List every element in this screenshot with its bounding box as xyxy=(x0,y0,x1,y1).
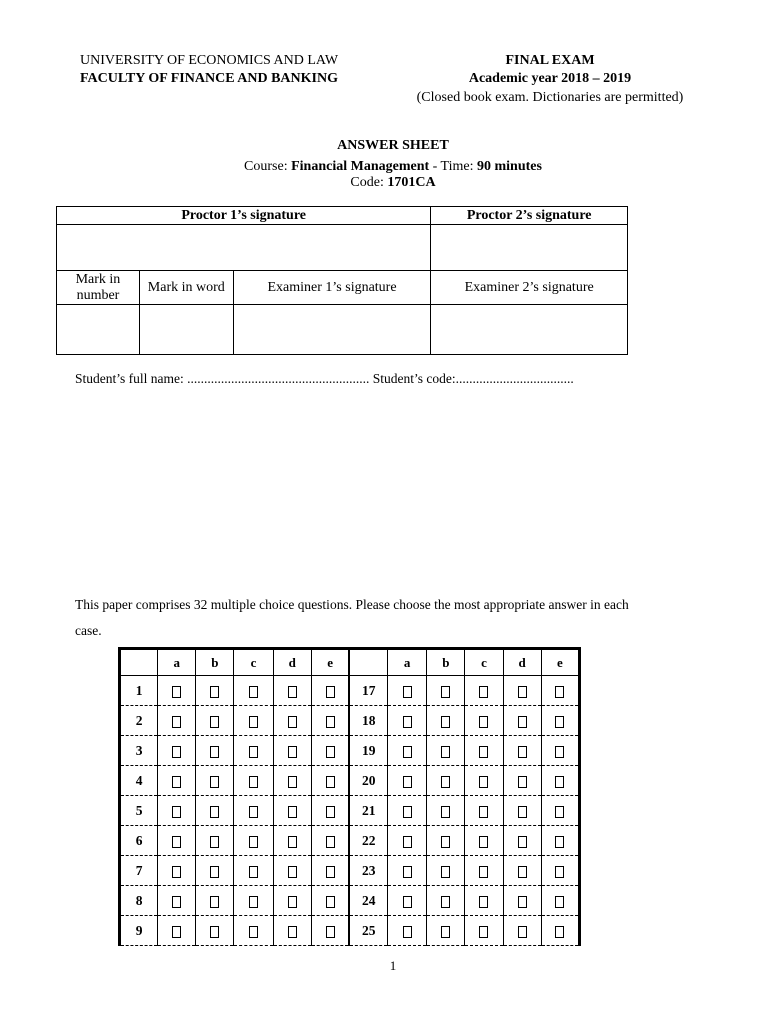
answer-cell[interactable] xyxy=(541,796,579,826)
question-number: 6 xyxy=(120,826,158,856)
answer-checkbox-icon[interactable] xyxy=(555,896,564,908)
answer-checkbox-icon[interactable] xyxy=(172,926,181,938)
answer-checkbox-icon[interactable] xyxy=(172,896,181,908)
answer-cell[interactable] xyxy=(311,796,349,826)
grid-row xyxy=(120,706,580,736)
code-label: Code: xyxy=(350,175,388,190)
answer-checkbox-icon[interactable] xyxy=(288,776,297,788)
answer-cell[interactable] xyxy=(196,736,234,766)
answer-checkbox-icon[interactable] xyxy=(210,806,219,818)
question-number: 24 xyxy=(349,886,387,916)
question-number: 1 xyxy=(120,676,158,706)
answer-checkbox-icon[interactable] xyxy=(326,896,335,908)
answer-cell[interactable] xyxy=(196,856,234,886)
answer-checkbox-icon[interactable] xyxy=(326,716,335,728)
answer-checkbox-icon[interactable] xyxy=(441,806,450,818)
academic-year: Academic year 2018 – 2019 xyxy=(468,71,632,86)
answer-checkbox-icon[interactable] xyxy=(403,866,412,878)
grid-row xyxy=(120,856,580,886)
answer-checkbox-icon[interactable] xyxy=(479,776,488,788)
answer-cell[interactable] xyxy=(465,796,503,826)
grid-row xyxy=(120,826,580,856)
answer-cell[interactable] xyxy=(503,886,541,916)
question-number: 2 xyxy=(120,706,158,736)
answer-cell[interactable] xyxy=(427,856,465,886)
answer-checkbox-icon[interactable] xyxy=(441,776,450,788)
answer-checkbox-icon[interactable] xyxy=(441,836,450,848)
answer-cell[interactable] xyxy=(465,706,503,736)
course-name: Financial Management xyxy=(291,159,430,174)
code-line xyxy=(0,174,768,192)
answer-cell[interactable] xyxy=(388,826,427,856)
answer-cell[interactable] xyxy=(311,886,349,916)
answer-checkbox-icon[interactable] xyxy=(518,776,527,788)
mark-number-box[interactable] xyxy=(57,305,140,355)
answer-checkbox-icon[interactable] xyxy=(555,806,564,818)
grid-header-option: d xyxy=(273,649,311,676)
answer-cell[interactable] xyxy=(196,766,234,796)
answer-cell[interactable] xyxy=(427,796,465,826)
answer-cell[interactable] xyxy=(196,916,234,946)
answer-checkbox-icon[interactable] xyxy=(326,746,335,758)
question-number: 18 xyxy=(349,706,387,736)
proctor1-signature-box[interactable] xyxy=(57,225,431,271)
time-separator: - Time: xyxy=(429,159,477,174)
answer-checkbox-icon[interactable] xyxy=(403,806,412,818)
grid-row xyxy=(120,916,580,946)
question-number: 17 xyxy=(349,676,387,706)
proctor2-signature-box[interactable] xyxy=(431,225,628,271)
answer-cell[interactable] xyxy=(541,886,579,916)
examiner1-signature-label: Examiner 1’s signature xyxy=(233,271,431,305)
answer-cell[interactable] xyxy=(541,736,579,766)
answer-cell[interactable] xyxy=(196,676,234,706)
question-number: 25 xyxy=(349,916,387,946)
answer-cell[interactable] xyxy=(273,826,311,856)
question-number: 22 xyxy=(349,826,387,856)
answer-cell[interactable] xyxy=(311,916,349,946)
answer-checkbox-icon[interactable] xyxy=(210,686,219,698)
time-value: 90 minutes xyxy=(477,159,542,174)
answer-cell[interactable] xyxy=(427,916,465,946)
answer-cell[interactable] xyxy=(541,766,579,796)
answer-checkbox-icon[interactable] xyxy=(555,866,564,878)
grid-header-option: a xyxy=(388,649,427,676)
answer-checkbox-icon[interactable] xyxy=(249,896,258,908)
answer-checkbox-icon[interactable] xyxy=(172,806,181,818)
course-label: Course: xyxy=(244,159,292,174)
answer-checkbox-icon[interactable] xyxy=(403,896,412,908)
answer-cell[interactable] xyxy=(234,736,273,766)
answer-checkbox-icon[interactable] xyxy=(210,866,219,878)
answer-checkbox-icon[interactable] xyxy=(326,926,335,938)
answer-checkbox-icon[interactable] xyxy=(518,926,527,938)
question-number: 4 xyxy=(120,766,158,796)
answer-cell[interactable] xyxy=(311,826,349,856)
answer-checkbox-icon[interactable] xyxy=(479,746,488,758)
answer-checkbox-icon[interactable] xyxy=(403,926,412,938)
answer-checkbox-icon[interactable] xyxy=(288,926,297,938)
answer-checkbox-icon[interactable] xyxy=(210,896,219,908)
instructions-line-1: This paper comprises 32 multiple choice questions. Please choose the most appropriate answer in each xyxy=(75,597,629,612)
instructions-line-2: case. xyxy=(75,623,102,638)
answer-checkbox-icon[interactable] xyxy=(518,746,527,758)
answer-cell[interactable] xyxy=(196,706,234,736)
answer-checkbox-icon[interactable] xyxy=(326,836,335,848)
answer-cell[interactable] xyxy=(273,706,311,736)
answer-cell[interactable] xyxy=(465,886,503,916)
answer-cell[interactable] xyxy=(503,856,541,886)
code-value: 1701CA xyxy=(387,175,436,190)
grid-header-option: b xyxy=(427,649,465,676)
answer-checkbox-icon[interactable] xyxy=(210,836,219,848)
answer-cell[interactable] xyxy=(465,766,503,796)
answer-checkbox-icon[interactable] xyxy=(518,806,527,818)
answer-checkbox-icon[interactable] xyxy=(172,836,181,848)
answer-cell[interactable] xyxy=(158,916,196,946)
answer-checkbox-icon[interactable] xyxy=(288,836,297,848)
student-code-label: Student’s code: xyxy=(369,371,456,386)
answer-cell[interactable] xyxy=(158,676,196,706)
answer-checkbox-icon[interactable] xyxy=(326,776,335,788)
proctor1-signature-label: Proctor 1’s signature xyxy=(57,207,431,225)
grid-row xyxy=(120,676,580,706)
grid-row xyxy=(120,736,580,766)
answer-cell[interactable] xyxy=(541,706,579,736)
answer-checkbox-icon[interactable] xyxy=(210,716,219,728)
answer-cell[interactable] xyxy=(273,916,311,946)
answer-cell[interactable] xyxy=(465,916,503,946)
proctor2-signature-label: Proctor 2’s signature xyxy=(431,207,628,225)
answer-cell[interactable] xyxy=(465,856,503,886)
grid-row xyxy=(120,766,580,796)
answer-checkbox-icon[interactable] xyxy=(555,746,564,758)
answer-checkbox-icon[interactable] xyxy=(441,926,450,938)
answer-checkbox-icon[interactable] xyxy=(288,746,297,758)
answer-checkbox-icon[interactable] xyxy=(479,926,488,938)
answer-checkbox-icon[interactable] xyxy=(555,926,564,938)
answer-checkbox-icon[interactable] xyxy=(288,896,297,908)
answer-cell[interactable] xyxy=(427,886,465,916)
answer-checkbox-icon[interactable] xyxy=(249,716,258,728)
answer-cell[interactable] xyxy=(196,886,234,916)
grid-row xyxy=(120,796,580,826)
question-number: 19 xyxy=(349,736,387,766)
answer-checkbox-icon[interactable] xyxy=(249,746,258,758)
examiner2-signature-box[interactable] xyxy=(431,305,628,355)
answer-checkbox-icon[interactable] xyxy=(326,866,335,878)
answer-checkbox-icon[interactable] xyxy=(210,926,219,938)
examiner1-signature-box[interactable] xyxy=(233,305,431,355)
answer-cell[interactable] xyxy=(503,676,541,706)
grid-header-option: d xyxy=(503,649,541,676)
answer-checkbox-icon[interactable] xyxy=(441,686,450,698)
answer-cell[interactable] xyxy=(311,856,349,886)
answer-grid xyxy=(118,647,581,946)
question-number: 21 xyxy=(349,796,387,826)
student-info-line xyxy=(75,371,574,387)
answer-checkbox-icon[interactable] xyxy=(249,806,258,818)
grid-header-option: c xyxy=(234,649,273,676)
answer-checkbox-icon[interactable] xyxy=(172,746,181,758)
answer-cell[interactable] xyxy=(234,826,273,856)
question-number: 20 xyxy=(349,766,387,796)
question-number: 23 xyxy=(349,856,387,886)
answer-cell[interactable] xyxy=(158,886,196,916)
answer-checkbox-icon[interactable] xyxy=(479,806,488,818)
answer-checkbox-icon[interactable] xyxy=(555,686,564,698)
answer-checkbox-icon[interactable] xyxy=(479,836,488,848)
answer-cell[interactable] xyxy=(388,916,427,946)
page-number: 1 xyxy=(389,958,397,973)
answer-checkbox-icon[interactable] xyxy=(555,716,564,728)
answer-cell[interactable] xyxy=(311,676,349,706)
answer-cell[interactable] xyxy=(311,766,349,796)
answer-cell[interactable] xyxy=(541,826,579,856)
answer-cell[interactable] xyxy=(273,856,311,886)
answer-checkbox-icon[interactable] xyxy=(479,866,488,878)
answer-cell[interactable] xyxy=(273,676,311,706)
answer-checkbox-icon[interactable] xyxy=(249,926,258,938)
mark-number-label: Mark in number xyxy=(57,271,140,305)
answer-checkbox-icon[interactable] xyxy=(403,686,412,698)
answer-checkbox-icon[interactable] xyxy=(210,776,219,788)
answer-checkbox-icon[interactable] xyxy=(479,716,488,728)
answer-checkbox-icon[interactable] xyxy=(249,776,258,788)
answer-checkbox-icon[interactable] xyxy=(403,716,412,728)
answer-cell[interactable] xyxy=(388,706,427,736)
student-code-field[interactable]: ................................... xyxy=(455,371,574,386)
answer-cell[interactable] xyxy=(158,766,196,796)
answer-checkbox-icon[interactable] xyxy=(403,776,412,788)
answer-cell[interactable] xyxy=(388,736,427,766)
answer-cell[interactable] xyxy=(273,766,311,796)
answer-cell[interactable] xyxy=(541,676,579,706)
answer-checkbox-icon[interactable] xyxy=(249,866,258,878)
answer-checkbox-icon[interactable] xyxy=(479,686,488,698)
answer-checkbox-icon[interactable] xyxy=(288,716,297,728)
answer-cell[interactable] xyxy=(427,706,465,736)
grid-header-row xyxy=(120,649,580,676)
grid-header-option: c xyxy=(465,649,503,676)
answer-cell[interactable] xyxy=(427,736,465,766)
answer-checkbox-icon[interactable] xyxy=(479,896,488,908)
exam-title: FINAL EXAM xyxy=(505,53,595,68)
question-number: 5 xyxy=(120,796,158,826)
answer-checkbox-icon[interactable] xyxy=(288,686,297,698)
answer-cell[interactable] xyxy=(311,736,349,766)
answer-checkbox-icon[interactable] xyxy=(441,716,450,728)
answer-cell[interactable] xyxy=(196,826,234,856)
answer-cell[interactable] xyxy=(234,766,273,796)
question-number: 7 xyxy=(120,856,158,886)
answer-cell[interactable] xyxy=(465,676,503,706)
answer-checkbox-icon[interactable] xyxy=(326,686,335,698)
answer-cell[interactable] xyxy=(427,676,465,706)
answer-cell[interactable] xyxy=(234,676,273,706)
answer-cell[interactable] xyxy=(388,886,427,916)
grid-header-option: e xyxy=(541,649,579,676)
student-name-field[interactable]: ...................................................... xyxy=(187,371,370,386)
answer-checkbox-icon[interactable] xyxy=(249,836,258,848)
answer-checkbox-icon[interactable] xyxy=(441,896,450,908)
grid-header-blank xyxy=(120,649,158,676)
answer-cell[interactable] xyxy=(503,826,541,856)
answer-checkbox-icon[interactable] xyxy=(555,776,564,788)
answer-checkbox-icon[interactable] xyxy=(441,746,450,758)
question-number: 8 xyxy=(120,886,158,916)
answer-checkbox-icon[interactable] xyxy=(172,716,181,728)
answer-cell[interactable] xyxy=(196,796,234,826)
student-name-label: Student’s full name: xyxy=(75,371,188,386)
answer-checkbox-icon[interactable] xyxy=(403,836,412,848)
answer-cell[interactable] xyxy=(503,736,541,766)
answer-cell[interactable] xyxy=(234,856,273,886)
answer-cell[interactable] xyxy=(273,886,311,916)
grid-row xyxy=(120,886,580,916)
answer-cell[interactable] xyxy=(234,886,273,916)
answer-checkbox-icon[interactable] xyxy=(555,836,564,848)
answer-cell[interactable] xyxy=(465,826,503,856)
answer-checkbox-icon[interactable] xyxy=(403,746,412,758)
mark-word-label: Mark in word xyxy=(139,271,233,305)
answer-checkbox-icon[interactable] xyxy=(210,746,219,758)
answer-checkbox-icon[interactable] xyxy=(518,836,527,848)
answer-checkbox-icon[interactable] xyxy=(288,866,297,878)
answer-cell[interactable] xyxy=(541,916,579,946)
answer-checkbox-icon[interactable] xyxy=(249,686,258,698)
examiner2-signature-label: Examiner 2’s signature xyxy=(431,271,628,305)
signature-table xyxy=(56,206,628,355)
answer-cell[interactable] xyxy=(273,796,311,826)
answer-cell[interactable] xyxy=(388,796,427,826)
answer-cell[interactable] xyxy=(503,766,541,796)
answer-checkbox-icon[interactable] xyxy=(326,806,335,818)
grid-header-option: b xyxy=(196,649,234,676)
answer-cell[interactable] xyxy=(273,736,311,766)
answer-cell[interactable] xyxy=(158,706,196,736)
answer-cell[interactable] xyxy=(158,826,196,856)
answer-cell[interactable] xyxy=(311,706,349,736)
answer-cell[interactable] xyxy=(503,706,541,736)
answer-cell[interactable] xyxy=(158,796,196,826)
answer-checkbox-icon[interactable] xyxy=(441,866,450,878)
grid-header-blank xyxy=(349,649,387,676)
answer-cell[interactable] xyxy=(465,736,503,766)
question-number: 9 xyxy=(120,916,158,946)
answer-cell[interactable] xyxy=(234,916,273,946)
answer-sheet-title: ANSWER SHEET xyxy=(337,138,449,153)
answer-cell[interactable] xyxy=(541,856,579,886)
answer-checkbox-icon[interactable] xyxy=(172,686,181,698)
university-name: UNIVERSITY OF ECONOMICS AND LAW xyxy=(80,53,339,68)
answer-checkbox-icon[interactable] xyxy=(518,866,527,878)
answer-checkbox-icon[interactable] xyxy=(172,866,181,878)
answer-cell[interactable] xyxy=(388,856,427,886)
answer-checkbox-icon[interactable] xyxy=(518,896,527,908)
answer-cell[interactable] xyxy=(388,676,427,706)
answer-cell[interactable] xyxy=(427,766,465,796)
answer-cell[interactable] xyxy=(158,856,196,886)
exam-note: (Closed book exam. Dictionaries are permitted) xyxy=(416,90,684,105)
answer-checkbox-icon[interactable] xyxy=(172,776,181,788)
mark-word-box[interactable] xyxy=(139,305,233,355)
faculty-name: FACULTY OF FINANCE AND BANKING xyxy=(80,71,338,86)
grid-header-option: e xyxy=(311,649,349,676)
answer-cell[interactable] xyxy=(388,766,427,796)
answer-checkbox-icon[interactable] xyxy=(518,686,527,698)
answer-cell[interactable] xyxy=(234,706,273,736)
answer-cell[interactable] xyxy=(503,796,541,826)
answer-cell[interactable] xyxy=(234,796,273,826)
answer-cell[interactable] xyxy=(158,736,196,766)
grid-header-option: a xyxy=(158,649,196,676)
answer-cell[interactable] xyxy=(503,916,541,946)
question-number: 3 xyxy=(120,736,158,766)
answer-checkbox-icon[interactable] xyxy=(288,806,297,818)
answer-checkbox-icon[interactable] xyxy=(518,716,527,728)
answer-cell[interactable] xyxy=(427,826,465,856)
